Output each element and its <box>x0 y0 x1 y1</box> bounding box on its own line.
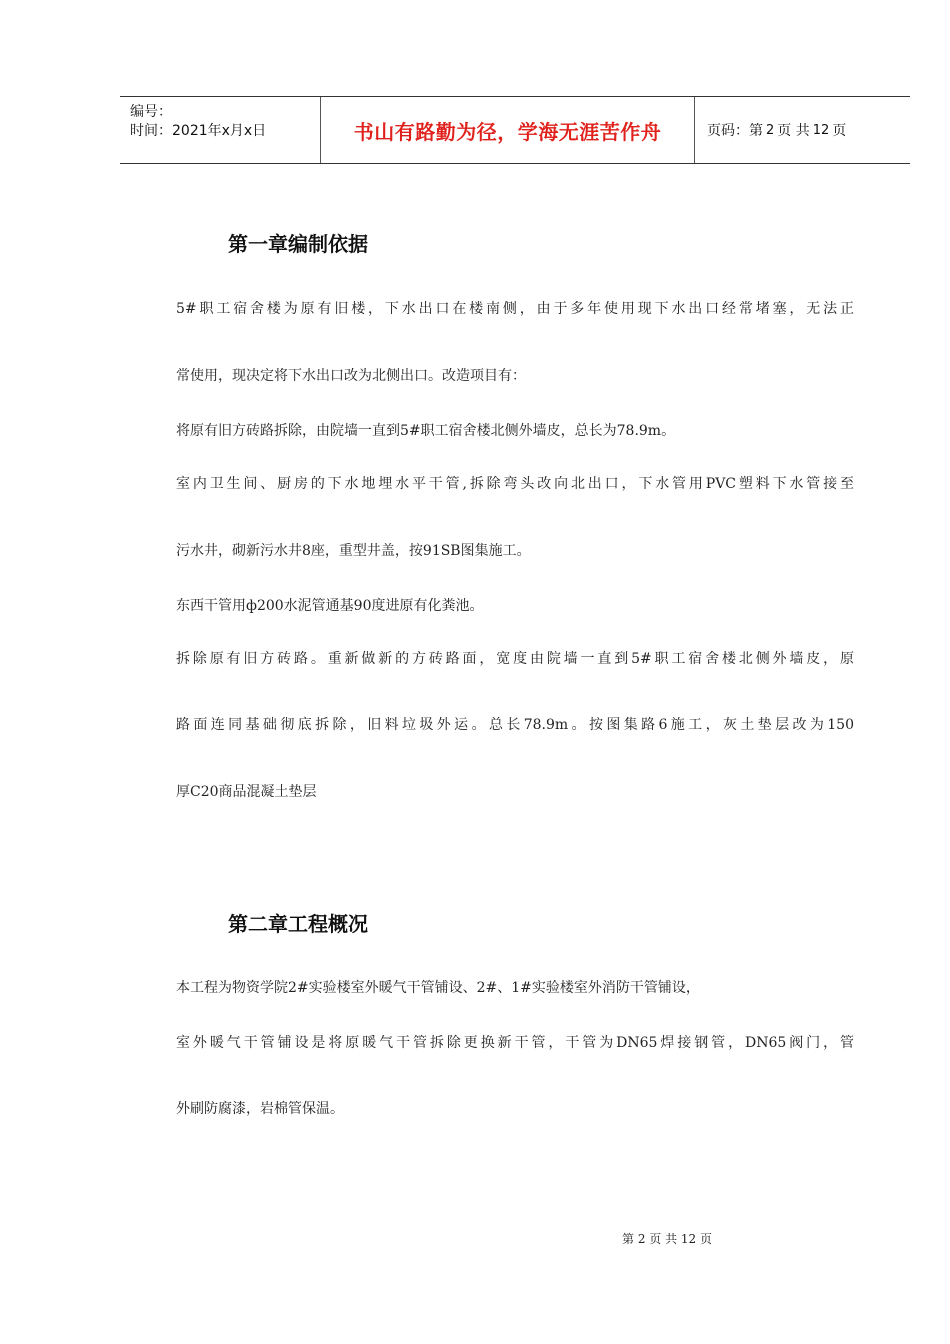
page-current: 2 <box>766 122 775 138</box>
chapter-1-line: 厚C20商品混凝土垫层 <box>176 784 317 800</box>
header-meta-cell <box>120 97 321 163</box>
chapter-1-title: 第一章编制依据 <box>228 232 368 256</box>
document-header <box>120 96 910 164</box>
chapter-1-line: 污水井，砌新污水井8座，重型井盖，按91SB图集施工。 <box>176 543 531 559</box>
header-page-cell <box>695 97 910 163</box>
chapter-1-line: 常使用，现决定将下水出口改为北侧出口。改造项目有： <box>176 368 526 384</box>
chapter-1-line: 拆除原有旧方砖路。重新做新的方砖路面，宽度由院墙一直到5#职工宿舍楼北侧外墙皮，原 <box>176 651 854 667</box>
document-date-label: 时间：2021年x月x日 <box>130 123 267 139</box>
chapter-1-line: 室内卫生间、厨房的下水地埋水平干管,拆除弯头改向北出口，下水管用PVC塑料下水管接至 <box>176 476 854 492</box>
page-suffix: 页 <box>832 123 847 139</box>
chapter-2-line: 外刷防腐漆，岩棉管保温。 <box>176 1101 344 1117</box>
header-motto: 书山有路勤为径，学海无涯苦作舟 <box>353 119 662 144</box>
chapter-1-line: 路面连同基础彻底拆除，旧料垃圾外运。总长78.9m。按图集路6施工，灰土垫层改为150 <box>176 717 854 733</box>
page-footer <box>0 1230 950 1247</box>
chapter-2-title: 第二章工程概况 <box>228 912 368 936</box>
chapter-1-line: 5#职工宿舍楼为原有旧楼，下水出口在楼南侧，由于多年使用现下水出口经常堵塞，无法正 <box>176 301 854 317</box>
chapter-1-line: 将原有旧方砖路拆除，由院墙一直到5#职工宿舍楼北侧外墙皮，总长为78.9m。 <box>176 423 676 439</box>
document-number-label: 编号： <box>130 104 172 120</box>
chapter-2-line: 室外暖气干管铺设是将原暖气干管拆除更换新干管，干管为DN65焊接钢管，DN65阀门，管 <box>176 1035 854 1051</box>
footer-page-number: 第 2 页 共 12 页 <box>622 1232 712 1246</box>
page-mid: 页 共 <box>777 123 810 139</box>
header-motto-cell <box>321 97 695 163</box>
page-prefix: 页码：第 <box>707 123 763 139</box>
page-total: 12 <box>812 122 830 138</box>
chapter-2-line: 本工程为物资学院2#实验楼室外暖气干管铺设、2#、1#实验楼室外消防干管铺设， <box>176 980 700 996</box>
chapter-1-line: 东西干管用ф200水泥管通基90度进原有化粪池。 <box>176 598 484 614</box>
